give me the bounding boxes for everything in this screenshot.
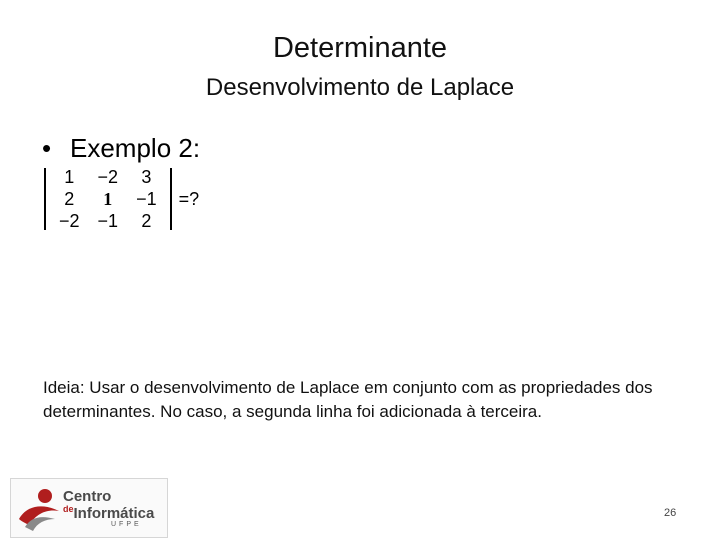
matrix-cell: −1: [136, 189, 157, 209]
matrix-cell: −1: [97, 211, 119, 231]
matrix-cell: 1: [64, 167, 75, 187]
bullet-marker: •: [42, 133, 52, 163]
slide-title: Determinante: [272, 32, 448, 64]
determinant-right-bar: [170, 168, 172, 230]
logo-swoosh-icon: [15, 483, 65, 533]
logo-line2-main: Informática: [73, 505, 155, 522]
matrix-cell: 2: [64, 189, 75, 209]
logo-line2-prefix: de: [63, 504, 74, 514]
matrix-row: [50, 188, 166, 210]
centro-de-informatica-logo: [10, 478, 168, 538]
matrix-cell: 2: [141, 211, 152, 231]
idea-paragraph: Ideia: Usar o desenvolvimento de Laplace em conjunto com as propriedades dos determinantes. No caso, a segunda linha foi adicionada à terceira.: [43, 378, 653, 421]
bullet-heading: [42, 131, 200, 165]
page-number: 26: [664, 507, 677, 519]
matrix-table: [50, 166, 166, 232]
determinant-left-bar: [44, 168, 46, 230]
matrix-row: [50, 210, 166, 232]
determinant-matrix: [44, 166, 199, 232]
logo-line3: UFPE: [111, 521, 142, 528]
matrix-cell: 3: [141, 167, 152, 187]
matrix-cell: −2: [59, 211, 80, 231]
matrix-cell: −2: [97, 167, 119, 187]
bullet-text: Exemplo 2:: [70, 133, 201, 163]
matrix-cell: 1: [103, 189, 113, 209]
logo-line2: [63, 504, 154, 522]
logo-line1: Centro: [63, 488, 112, 505]
matrix-row: [50, 166, 166, 188]
slide-subtitle: Desenvolvimento de Laplace: [205, 74, 515, 101]
equals-question: =?: [178, 188, 200, 209]
